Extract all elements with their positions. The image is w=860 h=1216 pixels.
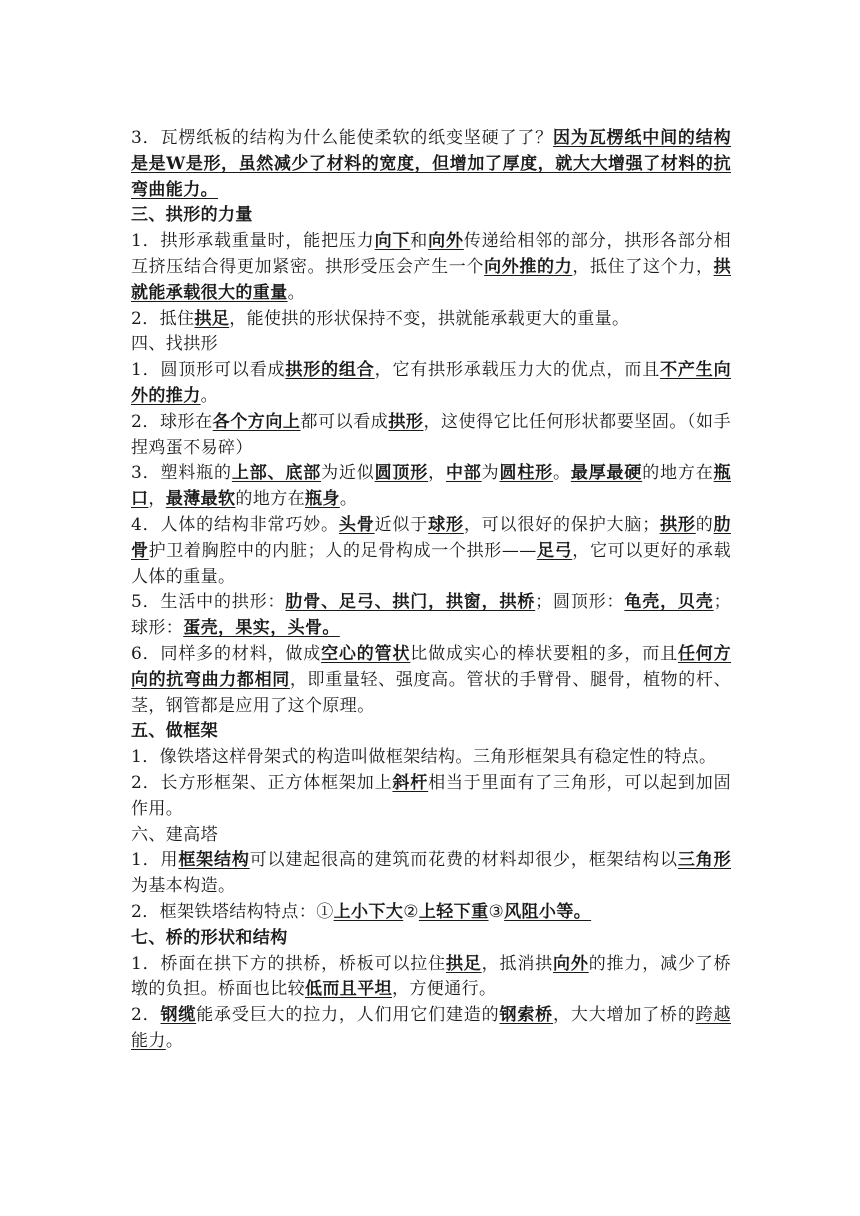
text-segment: 2． — [131, 1005, 161, 1026]
keyword-highlight: 圆柱形 — [499, 463, 554, 484]
text-segment: 和 — [410, 231, 429, 252]
text-segment: 。 — [553, 463, 571, 484]
keyword-highlight: 各个方向上 — [212, 411, 301, 432]
text-segment: 1．桥面在拱下方的拱桥，桥板可以拉住 — [131, 953, 446, 974]
keyword-highlight: 瓶口 — [131, 463, 731, 510]
list-item — [131, 952, 731, 1004]
keyword-highlight: 头骨 — [338, 514, 375, 535]
text-segment: 相当于里面有了三角形，可以起到加固作用。 — [131, 772, 731, 819]
keyword-highlight: 风阻小等。 — [504, 901, 592, 922]
section-heading — [131, 719, 731, 745]
text-segment: 比做成实心的棒状要粗的多，而且 — [410, 643, 678, 664]
text-segment: 能承受巨大的拉力，人们用它们建造的 — [196, 1005, 500, 1026]
keyword-highlight: 不产生向外的推力 — [131, 360, 732, 406]
text-segment: 6．同样多的材料，做成 — [131, 643, 322, 664]
text-segment: 1．拱形承载重量时，能把压力 — [131, 231, 375, 252]
keyword-highlight: 最厚最硬 — [570, 463, 643, 484]
keyword-highlight: 上小下大 — [333, 901, 404, 922]
text-segment: 2．抵住 — [131, 308, 195, 329]
keyword-highlight: 斜杆 — [392, 772, 429, 793]
text-segment: 的地方在 — [642, 463, 714, 484]
text-segment: ，可以很好的保护大脑； — [463, 514, 660, 535]
keyword-highlight: 向外 — [553, 953, 589, 974]
text-segment: ，抵消拱 — [481, 953, 554, 974]
keyword-highlight: 圆顶形 — [374, 463, 429, 484]
text-segment: 3．塑料瓶的 — [131, 463, 232, 484]
keyword-highlight: 低而且平坦 — [305, 979, 392, 1000]
text-segment: ，它有拱形承载压力大的优点，而且 — [374, 360, 661, 381]
keyword-highlight: 向下 — [374, 231, 411, 252]
text-segment: ，即重量轻、强度高。管状的手臂骨、腿骨，植物的杆、茎，钢管都是应用了这个原理。 — [131, 669, 731, 716]
list-item — [131, 771, 731, 823]
text-segment: 1．用 — [131, 850, 179, 871]
keyword-highlight: 足弓 — [536, 540, 573, 561]
text-segment: 为基本构造。 — [131, 876, 236, 897]
keyword-highlight: 向外推的力 — [484, 256, 573, 277]
text-segment: ，它可以更好的承载人体的重量。 — [131, 540, 731, 587]
list-item — [131, 1003, 731, 1055]
section-heading — [131, 203, 731, 229]
text-segment: 都可以看成 — [300, 411, 389, 432]
text-segment: 。 — [287, 282, 306, 303]
list-item — [131, 642, 731, 719]
keyword-highlight: 球形 — [428, 514, 464, 535]
text-segment: ，大大增加了桥的 — [553, 1005, 696, 1026]
keyword-highlight: 任何方向的抗弯曲力都相同 — [131, 643, 732, 690]
list-item — [131, 590, 731, 642]
keyword-highlight: 拱形的组合 — [285, 360, 375, 381]
text-segment: 的推力，减少了桥墩的负担。桥面也比较 — [131, 953, 731, 1000]
text-segment: 六、建高塔 — [131, 824, 218, 845]
keyword-highlight: 拱形 — [388, 411, 424, 432]
text-segment: 可以建起很高的建筑而花费的材料却很少，框架结构以 — [249, 850, 678, 871]
keyword-highlight: 向外 — [428, 231, 464, 252]
list-item — [131, 848, 731, 900]
keyword-highlight: 龟壳，贝壳 — [624, 592, 714, 613]
text-segment: 。 — [200, 385, 219, 406]
keyword-highlight: 最薄最软 — [165, 489, 236, 510]
section-heading — [131, 332, 731, 358]
text-segment: 。 — [339, 489, 358, 510]
text-segment: 2．长方形框架、正方体框架加上 — [131, 772, 393, 793]
text-segment: 的 — [695, 514, 714, 535]
text-segment: 三、拱形的力量 — [131, 205, 253, 226]
keyword-highlight: 因为瓦楞纸中间的结构是是W是形，虽然减少了材料的宽度，但增加了厚度，就大大增强了材料的抗弯曲能力。 — [131, 128, 732, 200]
text-segment: 护卫着胸腔中的内脏；人的足骨构成一个拱形—— — [148, 540, 537, 561]
text-segment: ， — [148, 489, 166, 510]
text-segment: ，能使拱的形状保持不变，拱就能承载更大的重量。 — [229, 308, 630, 329]
keyword-highlight: 瓶身 — [305, 489, 340, 510]
list-item — [131, 745, 731, 771]
keyword-highlight: 钢索桥 — [499, 1005, 554, 1026]
section-heading — [131, 926, 731, 952]
list-item — [131, 900, 731, 926]
keyword-highlight: 肋骨、足弓、拱门，拱窗，拱桥 — [285, 592, 536, 613]
text-segment: ③ — [488, 901, 505, 922]
keyword-highlight: 拱足 — [445, 953, 482, 974]
keyword-highlight: 三角形 — [677, 850, 731, 871]
text-segment: 1．像铁塔这样骨架式的构造叫做框架结构。三角形框架具有稳定性的特点。 — [131, 747, 717, 768]
text-segment: ， — [428, 463, 446, 484]
document-page — [131, 126, 731, 1055]
keyword-highlight: 中部 — [445, 463, 482, 484]
text-segment: 5．生活中的拱形： — [131, 592, 286, 613]
keyword-highlight: 跨越能力 — [131, 1005, 731, 1051]
section-heading — [131, 823, 731, 849]
keyword-highlight: 肋骨 — [131, 514, 731, 561]
text-segment: 传递给相邻的部分，拱形各部分相互挤压结合得更加紧密。拱形受压会产生一个 — [131, 231, 731, 277]
text-segment: 近似于 — [374, 514, 429, 535]
text-segment: ；圆顶形： — [535, 592, 625, 613]
list-item — [131, 513, 731, 590]
text-segment: ，这使得它比任何形状都要坚固。（如手捏鸡蛋不易碎） — [131, 411, 732, 458]
list-item — [131, 126, 731, 203]
text-segment: 为近似 — [321, 463, 375, 484]
text-segment: ；球形： — [131, 592, 732, 639]
list-item — [131, 307, 731, 333]
text-segment: 2．球形在 — [131, 411, 213, 432]
text-segment: ，抵住了这个力， — [572, 256, 714, 277]
keyword-highlight: 钢缆 — [160, 1005, 197, 1026]
list-item — [131, 229, 731, 306]
keyword-highlight: 拱形 — [659, 514, 696, 535]
text-segment: 五、做框架 — [131, 721, 218, 742]
keyword-highlight: 蛋壳，果实，头骨。 — [183, 618, 340, 639]
text-segment: 4．人体的结构非常巧妙。 — [131, 514, 339, 535]
keyword-highlight: 框架结构 — [178, 850, 250, 871]
keyword-highlight: 上部、底部 — [231, 463, 322, 484]
keyword-highlight: 上轻下重 — [418, 901, 489, 922]
keyword-highlight: 拱足 — [194, 308, 230, 329]
text-segment: 的地方在 — [235, 489, 306, 510]
text-segment: ，方便通行。 — [392, 979, 497, 1000]
list-item — [131, 410, 731, 462]
keyword-highlight: 空心的管状 — [321, 643, 411, 664]
list-item — [131, 358, 731, 410]
text-segment: 四、找拱形 — [131, 334, 218, 355]
text-segment: 为 — [481, 463, 500, 484]
text-segment: 2．框架铁塔结构特点：① — [131, 901, 334, 922]
text-segment: ② — [403, 901, 419, 922]
text-segment: 。 — [165, 1030, 184, 1051]
text-segment: 1．圆顶形可以看成 — [131, 360, 286, 381]
text-segment: 3．瓦楞纸板的结构为什么能使柔软的纸变坚硬了了？ — [131, 128, 554, 148]
text-segment: 七、桥的形状和结构 — [131, 927, 288, 948]
list-item — [131, 461, 731, 513]
keyword-highlight: 拱就能承载很大的重量 — [131, 256, 732, 303]
